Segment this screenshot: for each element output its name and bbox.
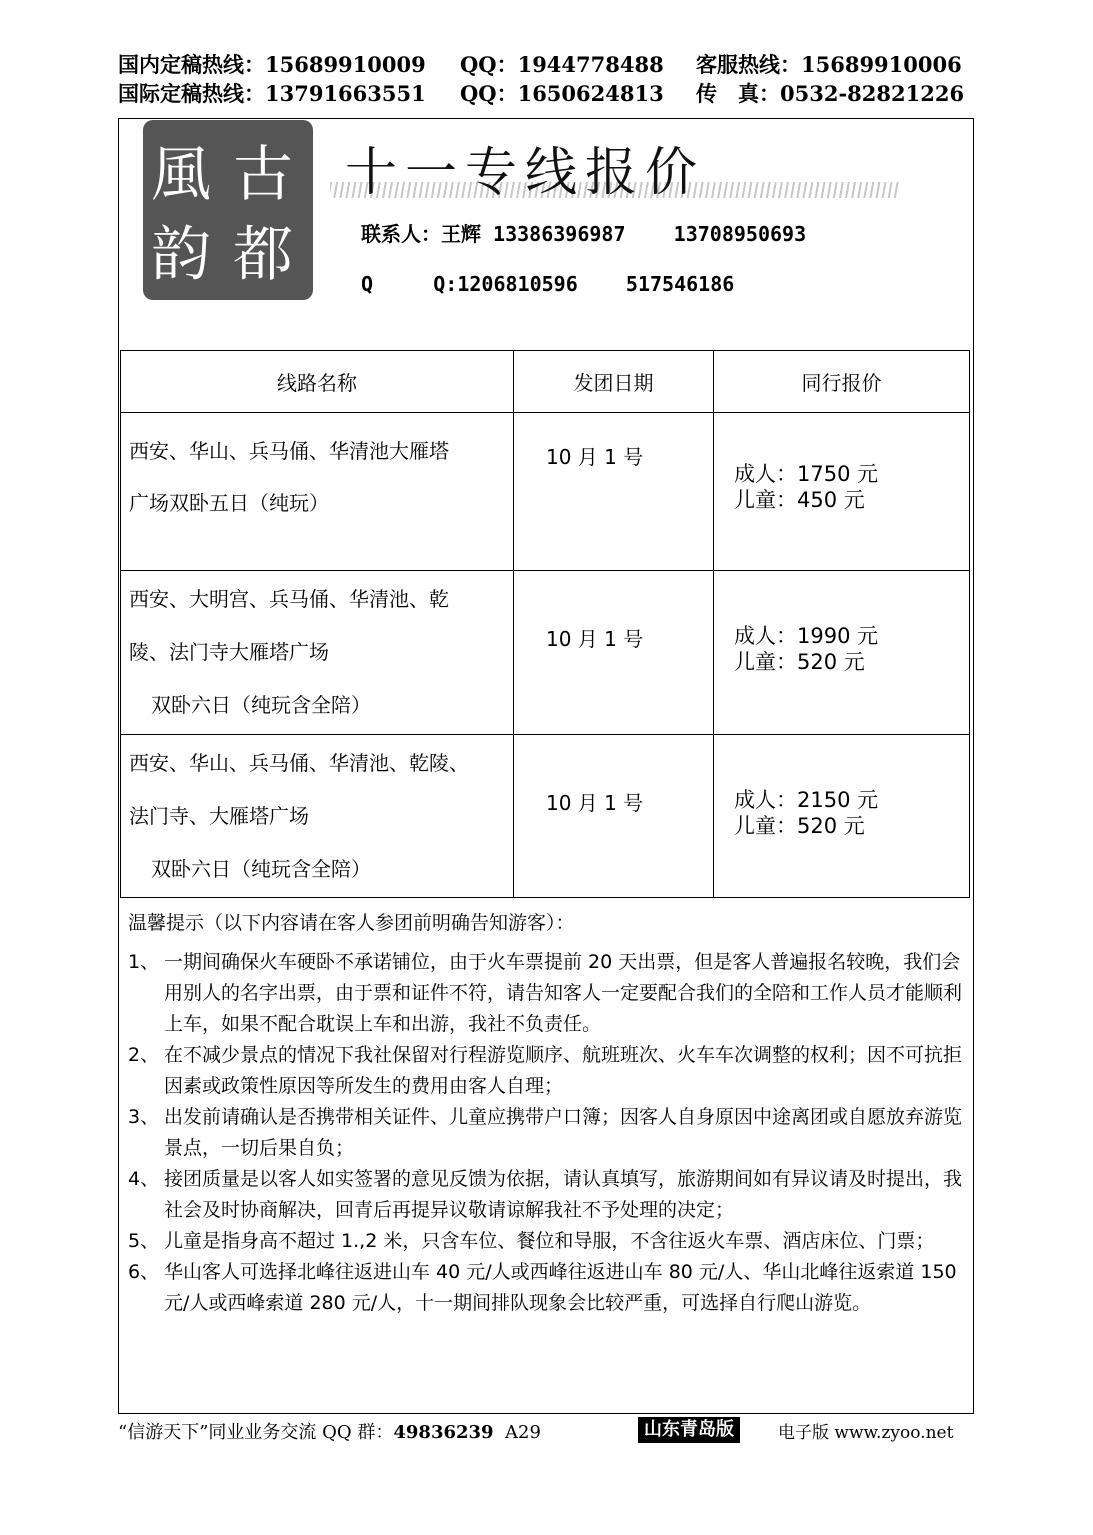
table-row [121,571,970,735]
page-footer [118,1415,978,1445]
note-item [128,1102,976,1164]
date-cell [514,735,714,898]
note-text: 在不减少景点的情况下我社保留对行程游览顺序、航班班次、火车车次调整的权利；因不可抗拒因素或政策性原因等所发生的费用由客人自理； [164,1044,963,1097]
note-text: 儿童是指身高不超过 1.,2 米，只含车位、餐位和导服，不含往返火车票、酒店床位、门票； [164,1230,935,1252]
contact-qq: Q Q:1206810596 517546186 [361,272,735,296]
adult-price: 成人：1990 元 [734,624,879,648]
fax-number: 传 真：0532-82821226 [696,81,965,106]
edition-badge: 山东青岛版 [638,1417,740,1443]
international-hotline: 国际定稿热线：13791663551 [118,81,426,106]
depart-date: 10 月 1 号 [546,445,644,469]
hotline-row-2 [118,79,978,108]
footer-label: “信游天下”同业业务交流 QQ 群： [118,1422,394,1443]
note-number: 4、 [128,1168,160,1190]
footer-qq-group: 49836239 [393,1422,494,1443]
note-number: 2、 [128,1044,160,1066]
note-number: 5、 [128,1230,160,1252]
note-item [128,1040,976,1102]
contact-person: 联系人：王辉 13386396987 13708950693 [361,222,807,246]
route-line: 西安、大明宫、兵马俑、华清池、乾 [129,587,449,611]
logo-char: 古 [233,140,293,210]
depart-date: 10 月 1 号 [546,627,644,651]
route-line: 西安、华山、兵马俑、华清池、乾陵、 [129,751,469,775]
child-price: 儿童：450 元 [734,488,865,512]
date-cell [514,571,714,735]
domestic-hotline: 国内定稿热线：15689910009 [118,52,426,77]
notes-section [128,908,976,1319]
price-cell [714,413,970,571]
hotline-row-1 [118,50,978,79]
logo-char: 韵 [151,220,211,290]
table-row [121,735,970,898]
child-price: 儿童：520 元 [734,814,865,838]
note-text: 一期间确保火车硬卧不承诺铺位，由于火车票提前 20 天出票，但是客人普遍报名较晚，我们会用别人的名字出票，由于票和证件不符，请告知客人一定要配合我们的全陪和工作人员才能顺利上车，如果不配合耽误上车和出游，我社不负责任。 [164,951,963,1035]
header-date: 发团日期 [514,351,714,413]
page-number: A29 [505,1422,541,1443]
child-price: 儿童：520 元 [734,650,865,674]
note-number: 3、 [128,1106,160,1128]
note-item [128,1226,976,1257]
route-line: 广场双卧五日（纯玩） [129,491,329,515]
note-number: 6、 [128,1261,160,1283]
logo-char: 都 [233,220,293,290]
route-line: 西安、华山、兵马俑、华清池大雁塔 [129,439,449,463]
note-item [128,1257,976,1319]
logo-char: 風 [151,140,211,210]
service-hotline: 客服热线：15689910006 [696,52,962,77]
domestic-qq: QQ：1944778488 [460,52,664,77]
price-cell [714,571,970,735]
international-qq: QQ：1650624813 [460,81,664,106]
edition-website: 电子版 www.zyoo.net [778,1423,954,1443]
route-line: 双卧六日（纯玩含全陪） [151,857,371,881]
route-cell [121,735,514,898]
note-item [128,947,976,1040]
note-number: 1、 [128,951,160,973]
note-text: 华山客人可选择北峰往返进山车 40 元/人或西峰往返进山车 80 元/人、华山北峰往返索道 150 元/人或西峰索道 280 元/人，十一期间排队现象会比较严重，可选择自行爬山游览。 [164,1261,957,1314]
table-header-row [121,351,970,413]
header-route: 线路名称 [121,351,514,413]
footer-text [118,1418,541,1444]
adult-price: 成人：1750 元 [734,462,879,486]
date-cell [514,413,714,571]
page-title: 十一专线报价 [345,143,706,203]
route-cell [121,571,514,735]
route-cell [121,413,514,571]
hotlines-header [118,50,978,108]
route-line: 双卧六日（纯玩含全陪） [151,693,371,717]
route-line: 法门寺、大雁塔广场 [129,804,309,828]
header-price: 同行报价 [714,351,970,413]
depart-date: 10 月 1 号 [546,791,644,815]
price-cell [714,735,970,898]
note-text: 出发前请确认是否携带相关证件、儿童应携带户口簿；因客人自身原因中途离团或自愿放弃游览景点，一切后果自负； [164,1106,963,1159]
adult-price: 成人：2150 元 [734,788,879,812]
route-line: 陵、法门寺大雁塔广场 [129,640,329,664]
note-item [128,1164,976,1226]
notes-heading: 温馨提示（以下内容请在客人参团前明确告知游客）： [128,912,575,934]
note-text: 接团质量是以客人如实签署的意见反馈为依据，请认真填写，旅游期间如有异议请及时提出，我社会及时协商解决，回青后再提异议敬请谅解我社不予处理的决定； [164,1168,963,1221]
table-row [121,413,970,571]
price-table [120,350,970,898]
company-logo [143,120,313,300]
